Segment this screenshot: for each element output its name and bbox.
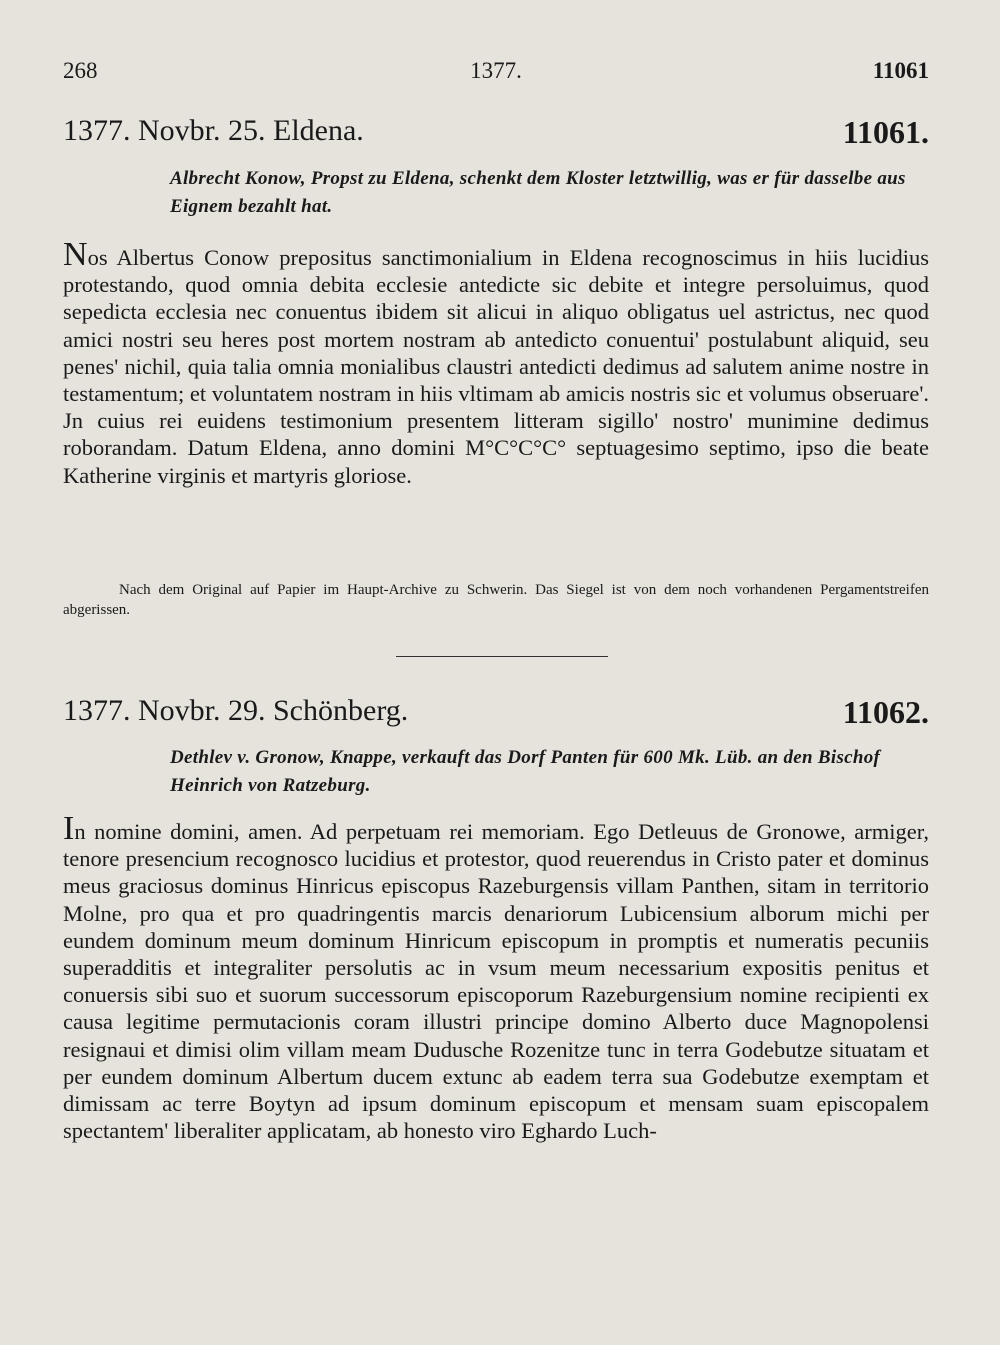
entry-body xyxy=(63,236,929,489)
entry-summary: Albrecht Konow, Propst zu Eldena, schenkt dem Kloster letztwillig, was er für dasselbe aus Eignem bezahlt hat. xyxy=(170,168,906,217)
running-head xyxy=(63,58,929,88)
drop-cap: I xyxy=(63,810,75,847)
drop-cap: N xyxy=(63,236,88,273)
entry-body xyxy=(63,810,929,1144)
entry-date-place: 1377. Novbr. 25. Eldena. xyxy=(63,114,364,147)
running-head-document-number: 11061 xyxy=(872,58,929,83)
entry-body-text: n nomine domini, amen. Ad perpetuam rei memoriam. Ego Detleuus de Gronowe, armiger, tenore presencium recognosco lucidius et protestor, quod reuerendus in Cristo pater et dominus meus graciosus dominus Hinricus episcopus Razeburgensis villam Panthen, sitam in territorio Molne, pro qua et pro quadringentis marcis denariorum Lubicensium alborum michi per eundem dominum meum dominum Hinricum episcopum in promptis et numeratis pecuniis superadditis et integraliter persolutis ac in vsum meum necessarium expositis penitus et conuersis sibi suo et suorum successorum episcoporum Razeburgensium nomine recipienti ex causa legitime permutacionis coram illustri principe domino Alberto duce Magnopolensi resignaui et dimisi olim villam meam Dudusche Rozenitze tunc in terra Godebutze situatam et per eundem dominum Albertum ducem extunc ab eadem terra sua Godebutze exemptam et dimissam ac terre Boytyn ad ipsum dominum episcopum et mensam suam episcopalem spectantem' liberaliter applicatam, ab honesto viro Eghardo Luch- xyxy=(63,819,929,1144)
entry-summary: Dethlev v. Gronow, Knappe, verkauft das Dorf Panten für 600 Mk. Lüb. an den Bischof Heinrich von Ratzeburg. xyxy=(170,747,881,796)
entry-number: 11062. xyxy=(842,694,929,730)
page-number: 268 xyxy=(63,58,98,83)
running-head-year: 1377. xyxy=(470,58,522,83)
entry-number: 11061. xyxy=(842,114,929,150)
entry-date-place: 1377. Novbr. 29. Schönberg. xyxy=(63,694,409,727)
source-note: Nach dem Original auf Papier im Haupt-Archive zu Schwerin. Das Siegel ist von dem noch vorhandenen Pergamentstreifen abgerissen. xyxy=(63,582,929,618)
section-divider xyxy=(396,656,608,657)
entry-body-text: os Albertus Conow prepositus sanctimonialium in Eldena recognoscimus in hiis lucidius protestando, quod omnia debita ecclesie antedicte sic debite et integre persoluimus, quod sepedicta ecclesia nec conuentus ibidem sit alicui in aliquo obligatus uel astrictus, nec quod amici nostri seu heres post mortem nostram ab antedicto conuentui' postulabunt aliquid, seu penes' nichil, quia talia omnia monialibus claustri antedicti dedimus ad salutem anime nostre in testamentum; et voluntatem nostram in hiis vltimam ab amicis nostris sic et volumus obseruare'. Jn cuius rei euidens testimonium presentem litteram sigillo' nostro' munimine dedimus roborandam. Datum Eldena, anno domini M°C°C°C° septuagesimo septimo, ipso die beate Katherine virginis et martyris gloriose. xyxy=(63,245,929,488)
